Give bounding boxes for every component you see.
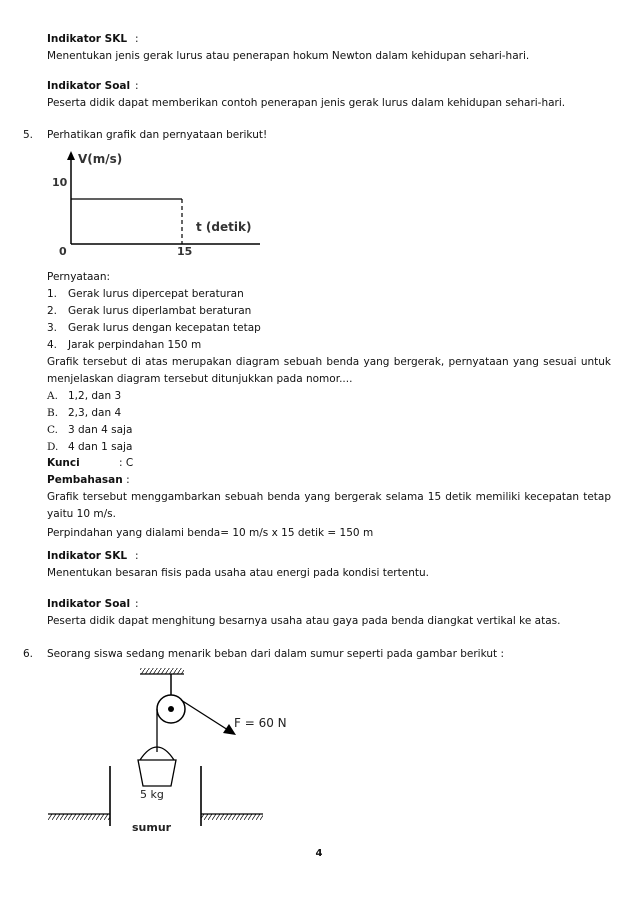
ground-right-hatch — [201, 814, 263, 820]
indikator-soal-text: Peserta didik dapat menghitung besarnya usaha atau gaya pada benda diangkat vertikal ke atas. — [47, 615, 561, 627]
y-axis-arrow — [67, 151, 75, 160]
rope-right — [181, 700, 228, 730]
question-5-prompt: Perhatikan grafik dan pernyataan berikut! — [47, 129, 268, 141]
perpindahan-text: Perpindahan yang dialami benda= 10 m/s x 15 detik = 150 m — [47, 527, 374, 539]
indikator-soal-label: Indikator Soal — [47, 598, 131, 610]
statement-item: 4. Jarak perpindahan 150 m — [47, 339, 202, 351]
statement-item: 2. Gerak lurus diperlambat beraturan — [47, 305, 252, 317]
pembahasan-label: Pembahasan — [47, 474, 123, 486]
mass-label: 5 kg — [140, 788, 164, 801]
question-5-text: Grafik tersebut di atas merupakan diagram sebuah benda yang bergerak, pernyataan yang sesuai untuk menjelaskan diagram tersebut ditunjukkan pada nomor.... — [47, 356, 611, 385]
statements-title: Pernyataan: — [47, 271, 111, 283]
option-c: C. 3 dan 4 saja — [47, 424, 133, 436]
indikator-skl-text: Menentukan jenis gerak lurus atau penerapan hokum Newton dalam kehidupan sehari-hari. — [47, 50, 530, 62]
ceiling-hatch — [140, 668, 184, 674]
statement-item: 1. Gerak lurus dipercepat beraturan — [47, 288, 244, 300]
question-6-prompt: Seorang siswa sedang menarik beban dari dalam sumur seperti pada gambar berikut : — [47, 648, 504, 660]
indikator-skl-text: Menentukan besaran fisis pada usaha atau energi pada kondisi tertentu. — [47, 567, 429, 579]
pembahasan-text: Grafik tersebut menggambarkan sebuah benda yang bergerak selama 15 detik memiliki kecepatan tetap yaitu 10 m/s. — [47, 491, 611, 520]
force-label: F = 60 N — [234, 716, 287, 730]
well-label: sumur — [132, 821, 172, 834]
indikator-skl-1: Indikator SKL : Menentukan jenis gerak lurus atau penerapan hokum Newton dalam kehidupan sehari-hari. — [47, 31, 611, 65]
answer-block: Kunci : C Pembahasan : Grafik tersebut menggambarkan sebuah benda yang bergerak selama 15 detik memiliki kecepatan tetap yaitu 10 m/s. Perpindahan yang dialami benda= 10 m/s x 15 detik = 150 m — [47, 455, 611, 542]
indikator-soal-1: Indikator Soal : Peserta didik dapat memberikan contoh penerapan jenis gerak lurus dalam kehidupan sehari-hari. — [47, 78, 611, 112]
ground-left-hatch — [48, 814, 110, 820]
option-a: A. 1,2, dan 3 — [47, 390, 122, 402]
indikator-skl-2: Indikator SKL : Menentukan besaran fisis pada usaha atau energi pada kondisi tertentu. — [47, 548, 611, 582]
kunci-label: Kunci — [47, 457, 80, 469]
velocity-time-chart — [50, 148, 270, 260]
indikator-skl-label: Indikator SKL — [47, 33, 128, 45]
indikator-soal-2: Indikator Soal : Peserta didik dapat menghitung besarnya usaha atau gaya pada benda diangkat vertikal ke atas. — [47, 596, 611, 630]
option-b: B. 2,3, dan 4 — [47, 407, 122, 419]
y-axis-label: V(m/s) — [78, 152, 123, 166]
statements-block — [47, 269, 611, 456]
kunci-value: : C — [119, 457, 134, 469]
x-axis-label: t (detik) — [196, 220, 252, 234]
indikator-skl-label: Indikator SKL — [47, 550, 128, 562]
pulley-well-diagram — [40, 664, 330, 840]
x-tick-label: 15 — [177, 245, 193, 258]
y-tick-label: 10 — [52, 176, 68, 189]
option-d: D. 4 dan 1 saja — [47, 441, 133, 453]
bucket — [138, 760, 176, 786]
statement-item: 3. Gerak lurus dengan kecepatan tetap — [47, 322, 261, 334]
indikator-soal-text: Peserta didik dapat memberikan contoh penerapan jenis gerak lurus dalam kehidupan sehari-hari. — [47, 97, 566, 109]
page-number: 4 — [315, 848, 323, 859]
question-6-number: 6. — [23, 648, 34, 660]
question-5-number: 5. — [23, 129, 34, 141]
origin-label: 0 — [59, 245, 67, 258]
indikator-soal-label: Indikator Soal — [47, 80, 131, 92]
pulley-axle — [168, 706, 174, 712]
